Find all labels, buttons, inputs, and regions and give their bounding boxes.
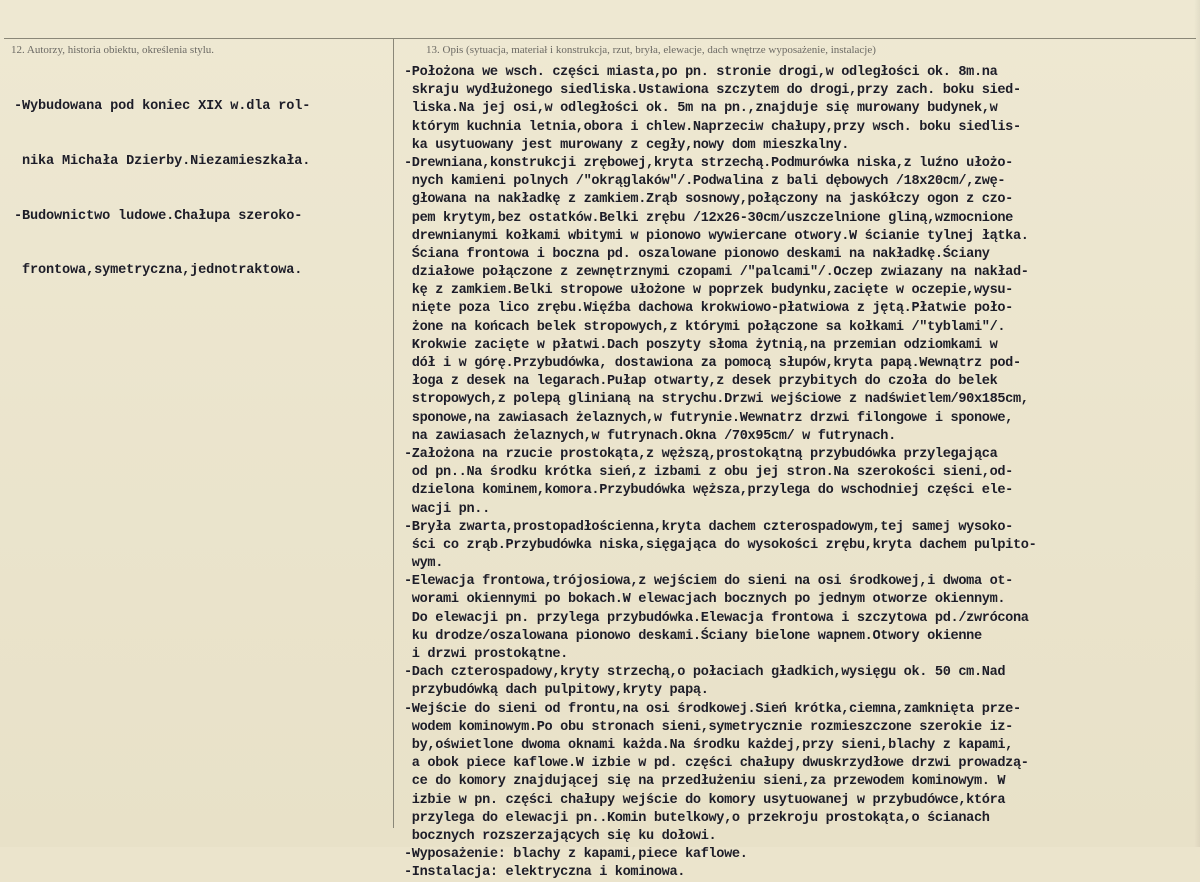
text-line: drewnianymi kołkami wbitymi w pionowo wywiercane otwory.W ścianie tylnej łątka. — [404, 228, 1029, 244]
text-line: -Wejście do sieni od frontu,na osi środkowej.Sień krótka,ciemna,zamknięta prze- — [404, 701, 1021, 717]
text-line: frontowa,symetryczna,jednotraktowa. — [14, 263, 303, 279]
text-line: żone na końcach belek stropowych,z którymi połączone sa kołkami /"tyblami"/. — [404, 319, 1006, 335]
section-13-header: 13. Opis (sytuacja, materiał i konstrukcja, rzut, bryła, elewacje, dach wnętrze wyposażenie, instalacje) — [426, 44, 876, 56]
text-line: -Instalacja: elektryczna i kominowa. — [404, 865, 686, 881]
text-line: którym kuchnia letnia,obora i chlew.Naprzeciw chałupy,przy wsch. boku siedlis- — [404, 119, 1021, 135]
text-line: ka usytuowany jest murowany z cegły,nowy dom mieszkalny. — [404, 137, 850, 153]
text-line: dzielona kominem,komora.Przybudówka węższa,przylega do wschodniej części ele- — [404, 483, 1013, 499]
text-line: a obok piece kaflowe.W izbie w pd. części chałupy dwuskrzydłowe drzwi prowadzą- — [404, 756, 1029, 772]
text-line: stropowych,z polepą glinianą na strychu.Drzwi wejściowe z nadświetlem/90x185cm, — [404, 392, 1029, 408]
text-line: łoga z desek na legarach.Pułap otwarty,z desek przybitych do czoła do belek — [404, 374, 998, 390]
text-line: -Wyposażenie: blachy z kapami,piece kaflowe. — [404, 847, 748, 863]
text-line: -Bryła zwarta,prostopadłościenna,kryta dachem czterospadowym,tej samej wysoko- — [404, 519, 1013, 535]
text-line: -Założona na rzucie prostokąta,z węższą,prostokątną przybudówka przylegająca — [404, 446, 998, 462]
text-line: nięte poza lico zrębu.Więźba dachowa krokwiowo-płatwiowa z jętą.Płatwie poło- — [404, 301, 1013, 317]
text-line: nika Michała Dzierby.Niezamieszkała. — [14, 154, 311, 169]
text-line: od pn..Na środku krótka sień,z izbami z obu jej stron.Na szerokości sieni,od- — [404, 465, 1013, 481]
text-line: przybudówką dach pulpitowy,kryty papą. — [404, 683, 709, 699]
text-line: -Położona we wsch. części miasta,po pn. stronie drogi,w odległości ok. 8m.na — [404, 65, 998, 80]
text-line: dół i w górę.Przybudówka, dostawiona za pomocą słupów,kryta papą.Wewnątrz pod- — [404, 356, 1021, 371]
text-line: wodem kominowym.Po obu stronach sieni,symetrycznie rozmieszczone szerokie iz- — [404, 719, 1013, 735]
text-line: ce do komory znajdującej się na przedłużeniu sieni,za przewodem kominowym. W — [404, 774, 1006, 790]
section-12-header: 12. Autorzy, historia obiektu, określenia stylu. — [11, 44, 215, 56]
text-line: nych kamieni polnych /"okrąglaków"/.Podwalina z bali dębowych /18x20cm/,zwę- — [404, 174, 1006, 190]
text-line: -Drewniana,konstrukcji zrębowej,kryta strzechą.Podmurówka niska,z luźno ułożo- — [404, 155, 1013, 171]
section-13-body — [404, 64, 1036, 882]
section-13-description — [396, 0, 1200, 881]
text-line: pem krytym,bez ostatków.Belki zrębu /12x26-30cm/uszczelnione gliną,wzmocnione — [404, 210, 1013, 226]
section-12-authors-history — [0, 0, 393, 847]
text-line: na zawiasach żelaznych,w futrynach.Okna /70x95cm/ w futrynach. — [404, 428, 896, 444]
text-line: by,oświetlone dwoma oknami każda.Na środku każdej,przy sieni,blachy z kapami, — [404, 737, 1013, 753]
text-line: -Wybudowana pod koniec XIX w.dla rol- — [14, 99, 311, 115]
text-line: worami okiennymi po bokach.W elewacjach bocznych po jednym otworze okiennym. — [404, 592, 1006, 608]
text-line: -Budownictwo ludowe.Chałupa szeroko- — [14, 208, 303, 224]
text-line: głowana na nakładkę z zamkiem.Zrąb sosnowy,połączony na jaskółczy ogon z czo- — [404, 192, 1013, 208]
text-line: działowe połączone z zewnętrznymi czopami /"palcami"/.Oczep zwiazany na nakład- — [404, 265, 1029, 281]
text-line: i drzwi prostokątne. — [404, 647, 568, 662]
page-edge — [1194, 0, 1200, 847]
text-line: liska.Na jej osi,w odległości ok. 5m na pn.,znajduje się murowany budynek,w — [404, 101, 998, 117]
column-divider — [393, 38, 394, 828]
text-line: skraju wydłużonego siedliska.Ustawiona szczytem do drogi,przy zach. boku sied- — [404, 83, 1021, 99]
text-line: przylega do elewacji pn..Komin butelkowy,o przekroju prostokąta,o ścianach — [404, 810, 990, 826]
text-line: Krokwie zacięte w płatwi.Dach poszyty słoma żytnią,na przemian odziomkami w — [404, 337, 998, 353]
text-line: wym. — [404, 556, 444, 572]
text-line: -Elewacja frontowa,trójosiowa,z wejściem do sieni na osi środkowej,i dwoma ot- — [404, 574, 1013, 590]
text-line: wacji pn.. — [404, 501, 490, 517]
text-line: Ściana frontowa i boczna pd. oszalowane pionowo deskami na nakładkę.Ściany — [404, 246, 990, 262]
text-line: kę z zamkiem.Belki stropowe ułożone w poprzek budynku,zacięte w oczepie,wysu- — [404, 283, 1013, 299]
text-line: ści co zrąb.Przybudówka niska,sięgająca do wysokości zrębu,kryta dachem pulpito- — [404, 537, 1037, 553]
text-line: sponowe,na zawiasach żelaznych,w futrynie.Wewnatrz drzwi filongowe i sponowe, — [404, 410, 1013, 426]
text-line: -Dach czterospadowy,kryty strzechą,o połaciach gładkich,wysięgu ok. 50 cm.Nad — [404, 665, 1006, 681]
text-line: izbie w pn. części chałupy wejście do komory usytuowanej w przybudówce,która — [404, 792, 1006, 808]
text-line: ku drodze/oszalowana pionowo deskami.Ściany bielone wapnem.Otwory okienne — [404, 628, 982, 644]
text-line: bocznych rozszerzających się ku dołowi. — [404, 828, 717, 844]
text-line: Do elewacji pn. przylega przybudówka.Elewacja frontowa i szczytowa pd./zwrócona — [404, 610, 1029, 626]
section-12-body — [14, 62, 310, 317]
